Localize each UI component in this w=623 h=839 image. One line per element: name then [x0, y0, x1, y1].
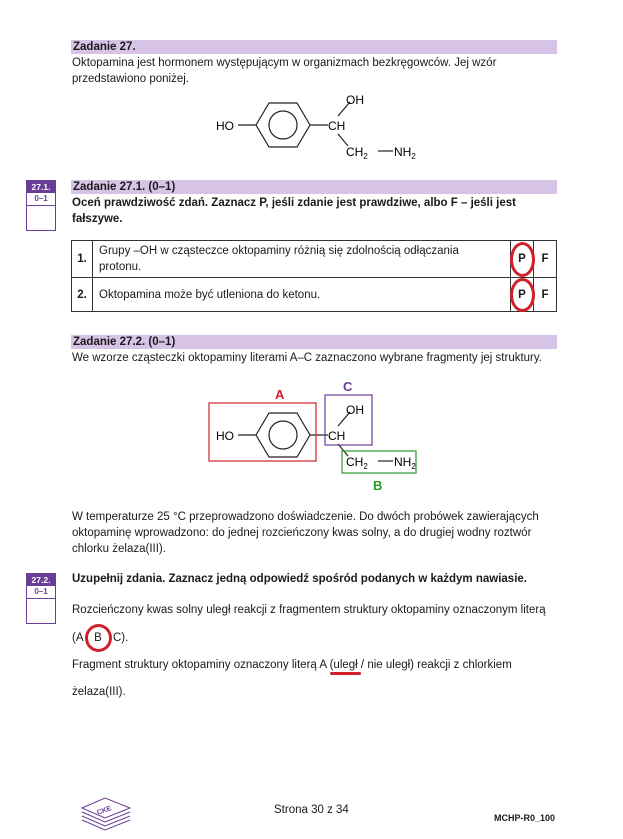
row-1-answer-p[interactable]: P — [511, 241, 534, 278]
answer-circle-mark — [510, 242, 535, 277]
table-row — [72, 241, 557, 278]
option-b[interactable]: B — [94, 630, 102, 646]
row-1-statement: Grupy –OH w cząsteczce oktopaminy różnią się zdolnością odłączania protonu. — [93, 241, 511, 278]
task27-1-score-box — [27, 206, 55, 230]
answer-circle-mark — [510, 278, 535, 312]
task27-2-badge-points: 0–1 — [27, 586, 55, 599]
option-nie-ulegl[interactable]: nie uległ) reakcji z chlorkiem — [367, 659, 512, 671]
f2-oh: OH — [346, 403, 364, 417]
option-ulegl[interactable]: uległ — [333, 657, 357, 673]
row-1-answer-f[interactable]: F — [534, 241, 557, 278]
task27-1-instruction-line2: fałszywe. — [72, 213, 123, 225]
task27-1-instruction-line1: Oceń prawdziwość zdań. Zaznacz P, jeśli zdanie jest prawdziwe, albo F – jeśli jest — [72, 197, 516, 209]
task27-intro-line2: przedstawiono poniżej. — [72, 73, 189, 85]
oktopamine-formula-2 — [200, 375, 440, 495]
exam-code: MCHP-R0_100 — [494, 813, 556, 823]
cke-logo-icon — [78, 796, 134, 834]
task27-2-badge-number: 27.2. — [27, 574, 55, 586]
sentence2-line1: Fragment struktury oktopaminy oznaczony literą A (uległ / nie uległ) reakcji z chlorkiem — [72, 657, 512, 673]
oktopamine-formula-1 — [200, 88, 440, 168]
option-c[interactable]: C). — [112, 632, 129, 644]
option-a[interactable]: (A — [72, 632, 83, 644]
page-number: Strona 30 z 34 — [274, 804, 349, 816]
logo-text: CKE — [96, 805, 113, 817]
label-b: B — [373, 478, 383, 493]
task27-header: Zadanie 27. — [73, 41, 136, 53]
f1-ho: HO — [216, 119, 234, 133]
row-2-answer-p[interactable]: P — [511, 278, 534, 312]
task27-intro-line1: Oktopamina jest hormonem występującym w organizmach bezkręgowców. Jej wzór — [72, 57, 497, 69]
f2-ch: CH — [328, 429, 346, 443]
experiment-line3: chlorku żelaza(III). — [72, 543, 166, 555]
task27-1-badge-points: 0–1 — [27, 193, 55, 206]
f2-ch2: $CH_2$ — [346, 455, 368, 471]
task27-2-badge — [26, 573, 56, 624]
task27-1-badge-number: 27.1. — [27, 181, 55, 193]
label-a: A — [275, 387, 285, 402]
task27-header-bar — [71, 40, 557, 54]
row-1-number: 1. — [72, 241, 93, 278]
true-false-table — [71, 240, 557, 312]
experiment-line1: W temperaturze 25 °C przeprowadzono doświadczenie. Do dwóch probówek zawierających — [72, 511, 539, 523]
f1-oh: OH — [346, 93, 364, 107]
f2-ho: HO — [216, 429, 234, 443]
f1-nh2: $NH_2$ — [394, 145, 416, 161]
f1-ch: CH — [328, 119, 346, 133]
row-2-statement: Oktopamina może być utleniona do ketonu. — [93, 278, 511, 312]
task27-1-header: Zadanie 27.1. (0–1) — [73, 181, 176, 193]
answer-circle-mark — [85, 624, 112, 652]
f2-nh2: $NH_2$ — [394, 455, 416, 471]
label-c: C — [343, 379, 353, 394]
task27-2-header: Zadanie 27.2. (0–1) — [73, 336, 176, 348]
sentence2-line2: żelaza(III). — [72, 686, 126, 698]
row-2-answer-f[interactable]: F — [534, 278, 557, 312]
answer-underline-mark — [330, 672, 360, 675]
sentence1-options — [72, 630, 128, 646]
table-row — [72, 278, 557, 312]
task27-1-badge — [26, 180, 56, 231]
f1-ch2: $CH_2$ — [346, 145, 368, 161]
experiment-line2: oktopaminę wprowadzono: do jednej rozcieńczony kwas solny, a do drugiej wodny roztwór — [72, 527, 532, 539]
task27-2-intro: We wzorze cząsteczki oktopaminy literami A–C zaznaczono wybrane fragmenty jej struktury. — [72, 352, 542, 364]
task27-2-instruction: Uzupełnij zdania. Zaznacz jedną odpowiedź spośród podanych w każdym nawiasie. — [72, 573, 527, 585]
sentence1-line1: Rozcieńczony kwas solny uległ reakcji z fragmentem struktury oktopaminy oznaczonym literą — [72, 604, 546, 616]
row-2-number: 2. — [72, 278, 93, 312]
task27-2-score-box — [27, 599, 55, 623]
